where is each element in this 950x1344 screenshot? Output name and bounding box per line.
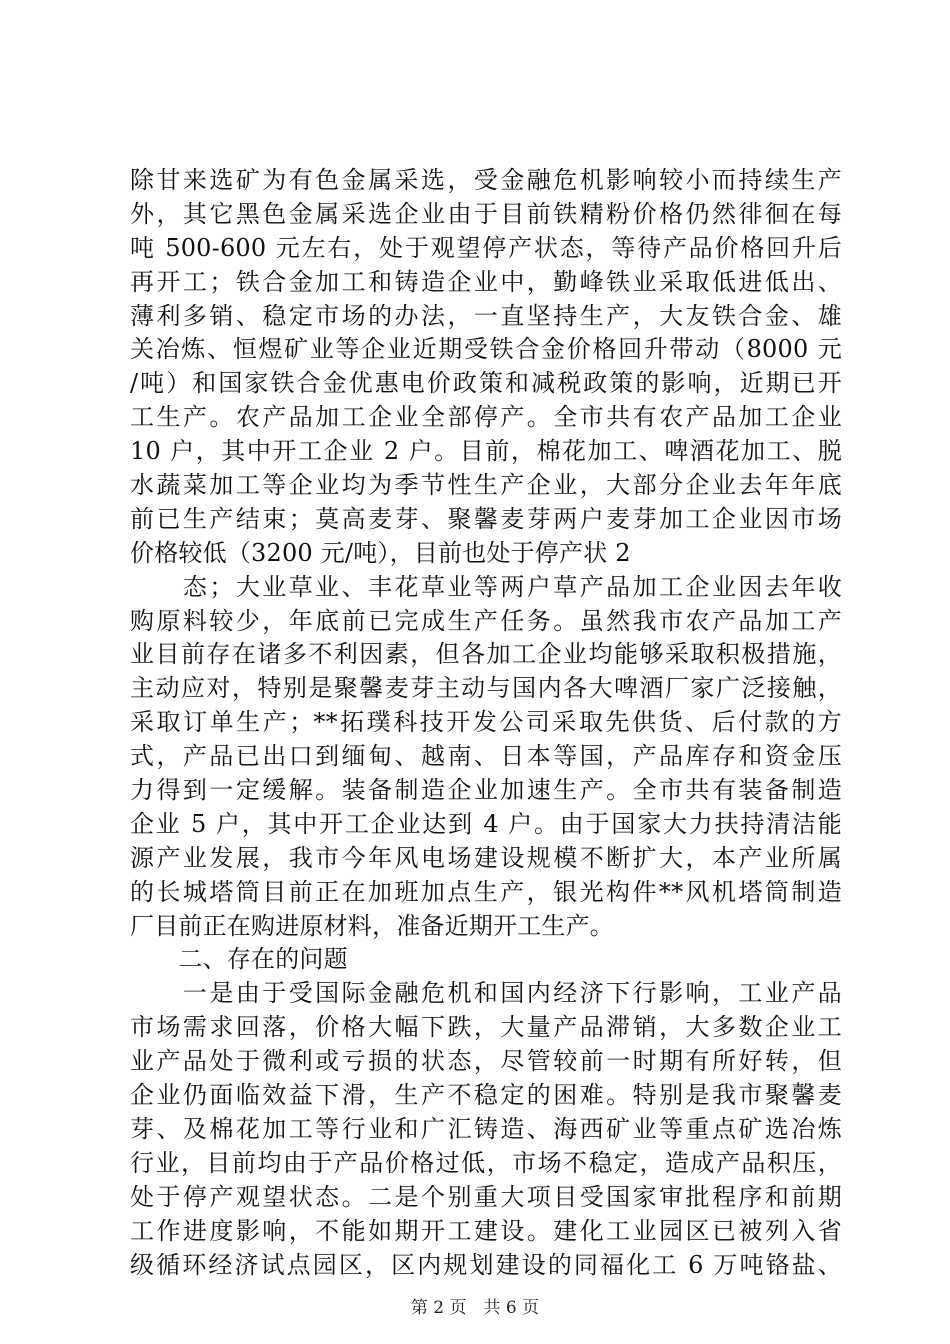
- document-body: [130, 164, 842, 1282]
- text-line: 前已生产结束；莫高麦芽、聚馨麦芽两户麦芽加工企业因市场: [130, 504, 842, 533]
- text-line: 芽、及棉花加工等行业和广汇铸造、海西矿业等重点矿选冶炼: [130, 1114, 842, 1143]
- text-line: 采取订单生产；**拓璞科技开发公司采取先供货、后付款的方: [130, 708, 842, 737]
- text-line: 主动应对，特别是聚馨麦芽主动与国内各大啤酒厂家广泛接触，: [130, 674, 842, 703]
- text-line: 业产品处于微利或亏损的状态，尽管较前一时期有所好转，但: [130, 1047, 842, 1076]
- text-line: 市场需求回落，价格大幅下跌，大量产品滞销，大多数企业工: [130, 1013, 842, 1042]
- text-line: 薄利多销、稳定市场的办法，一直坚持生产，大友铁合金、雄: [130, 301, 842, 330]
- text-line: 式，产品已出口到缅甸、越南、日本等国，产品库存和资金压: [130, 742, 842, 771]
- text-line: 处于停产观望状态。二是个别重大项目受国家审批程序和前期: [130, 1182, 842, 1211]
- text-line: 购原料较少，年底前已完成生产任务。虽然我市农产品加工产: [130, 606, 842, 635]
- text-line: 级循环经济试点园区，区内规划建设的同福化工 6 万吨铬盐、: [130, 1250, 842, 1279]
- text-line: 工作进度影响，不能如期开工建设。建化工业园区已被列入省: [130, 1216, 842, 1245]
- text-line: 工生产。农产品加工企业全部停产。全市共有农产品加工企业: [130, 403, 842, 432]
- text-line: /吨）和国家铁合金优惠电价政策和减税政策的影响，近期已开: [130, 369, 842, 398]
- text-line: 态；大业草业、丰花草业等两户草产品加工企业因去年收: [130, 572, 842, 601]
- text-line: 企业 5 户，其中开工企业达到 4 户。由于国家大力扶持清洁能: [130, 809, 842, 838]
- text-line: 厂目前正在购进原材料，准备近期开工生产。: [130, 911, 614, 940]
- text-line: 行业，目前均由于产品价格过低，市场不稳定，造成产品积压，: [130, 1148, 842, 1177]
- text-line: 10 户，其中开工企业 2 户。目前，棉花加工、啤酒花加工、脱: [130, 437, 842, 466]
- text-line: 业目前存在诸多不利因素，但各加工企业均能够采取积极措施，: [130, 640, 842, 669]
- text-line: 一是由于受国际金融危机和国内经济下行影响，工业产品: [130, 979, 842, 1008]
- text-line: 源产业发展，我市今年风电场建设规模不断扩大，本产业所属: [130, 843, 842, 872]
- page-footer: 第 2 页 共 6 页: [410, 1298, 540, 1318]
- section-heading: 二、存在的问题: [130, 945, 348, 974]
- text-line: 吨 500-600 元左右，处于观望停产状态，等待产品价格回升后: [130, 233, 842, 262]
- text-line: 关冶炼、恒煜矿业等企业近期受铁合金价格回升带动（8000 元: [130, 335, 842, 364]
- text-line: 价格较低（3200 元/吨），目前也处于停产状 2: [130, 538, 631, 567]
- text-line: 的长城塔筒目前正在加班加点生产，银光构件**风机塔筒制造: [130, 877, 842, 906]
- text-line: 力得到一定缓解。装备制造企业加速生产。全市共有装备制造: [130, 776, 842, 805]
- text-line: 水蔬菜加工等企业均为季节性生产企业，大部分企业去年年底: [130, 471, 842, 500]
- text-line: 外，其它黑色金属采选企业由于目前铁精粉价格仍然徘徊在每: [130, 199, 842, 228]
- text-line: 除甘来选矿为有色金属采选，受金融危机影响较小而持续生产: [130, 166, 842, 194]
- text-line: 再开工；铁合金加工和铸造企业中，勤峰铁业采取低进低出、: [130, 267, 842, 296]
- text-line: 企业仍面临效益下滑，生产不稳定的困难。特别是我市聚馨麦: [130, 1081, 842, 1110]
